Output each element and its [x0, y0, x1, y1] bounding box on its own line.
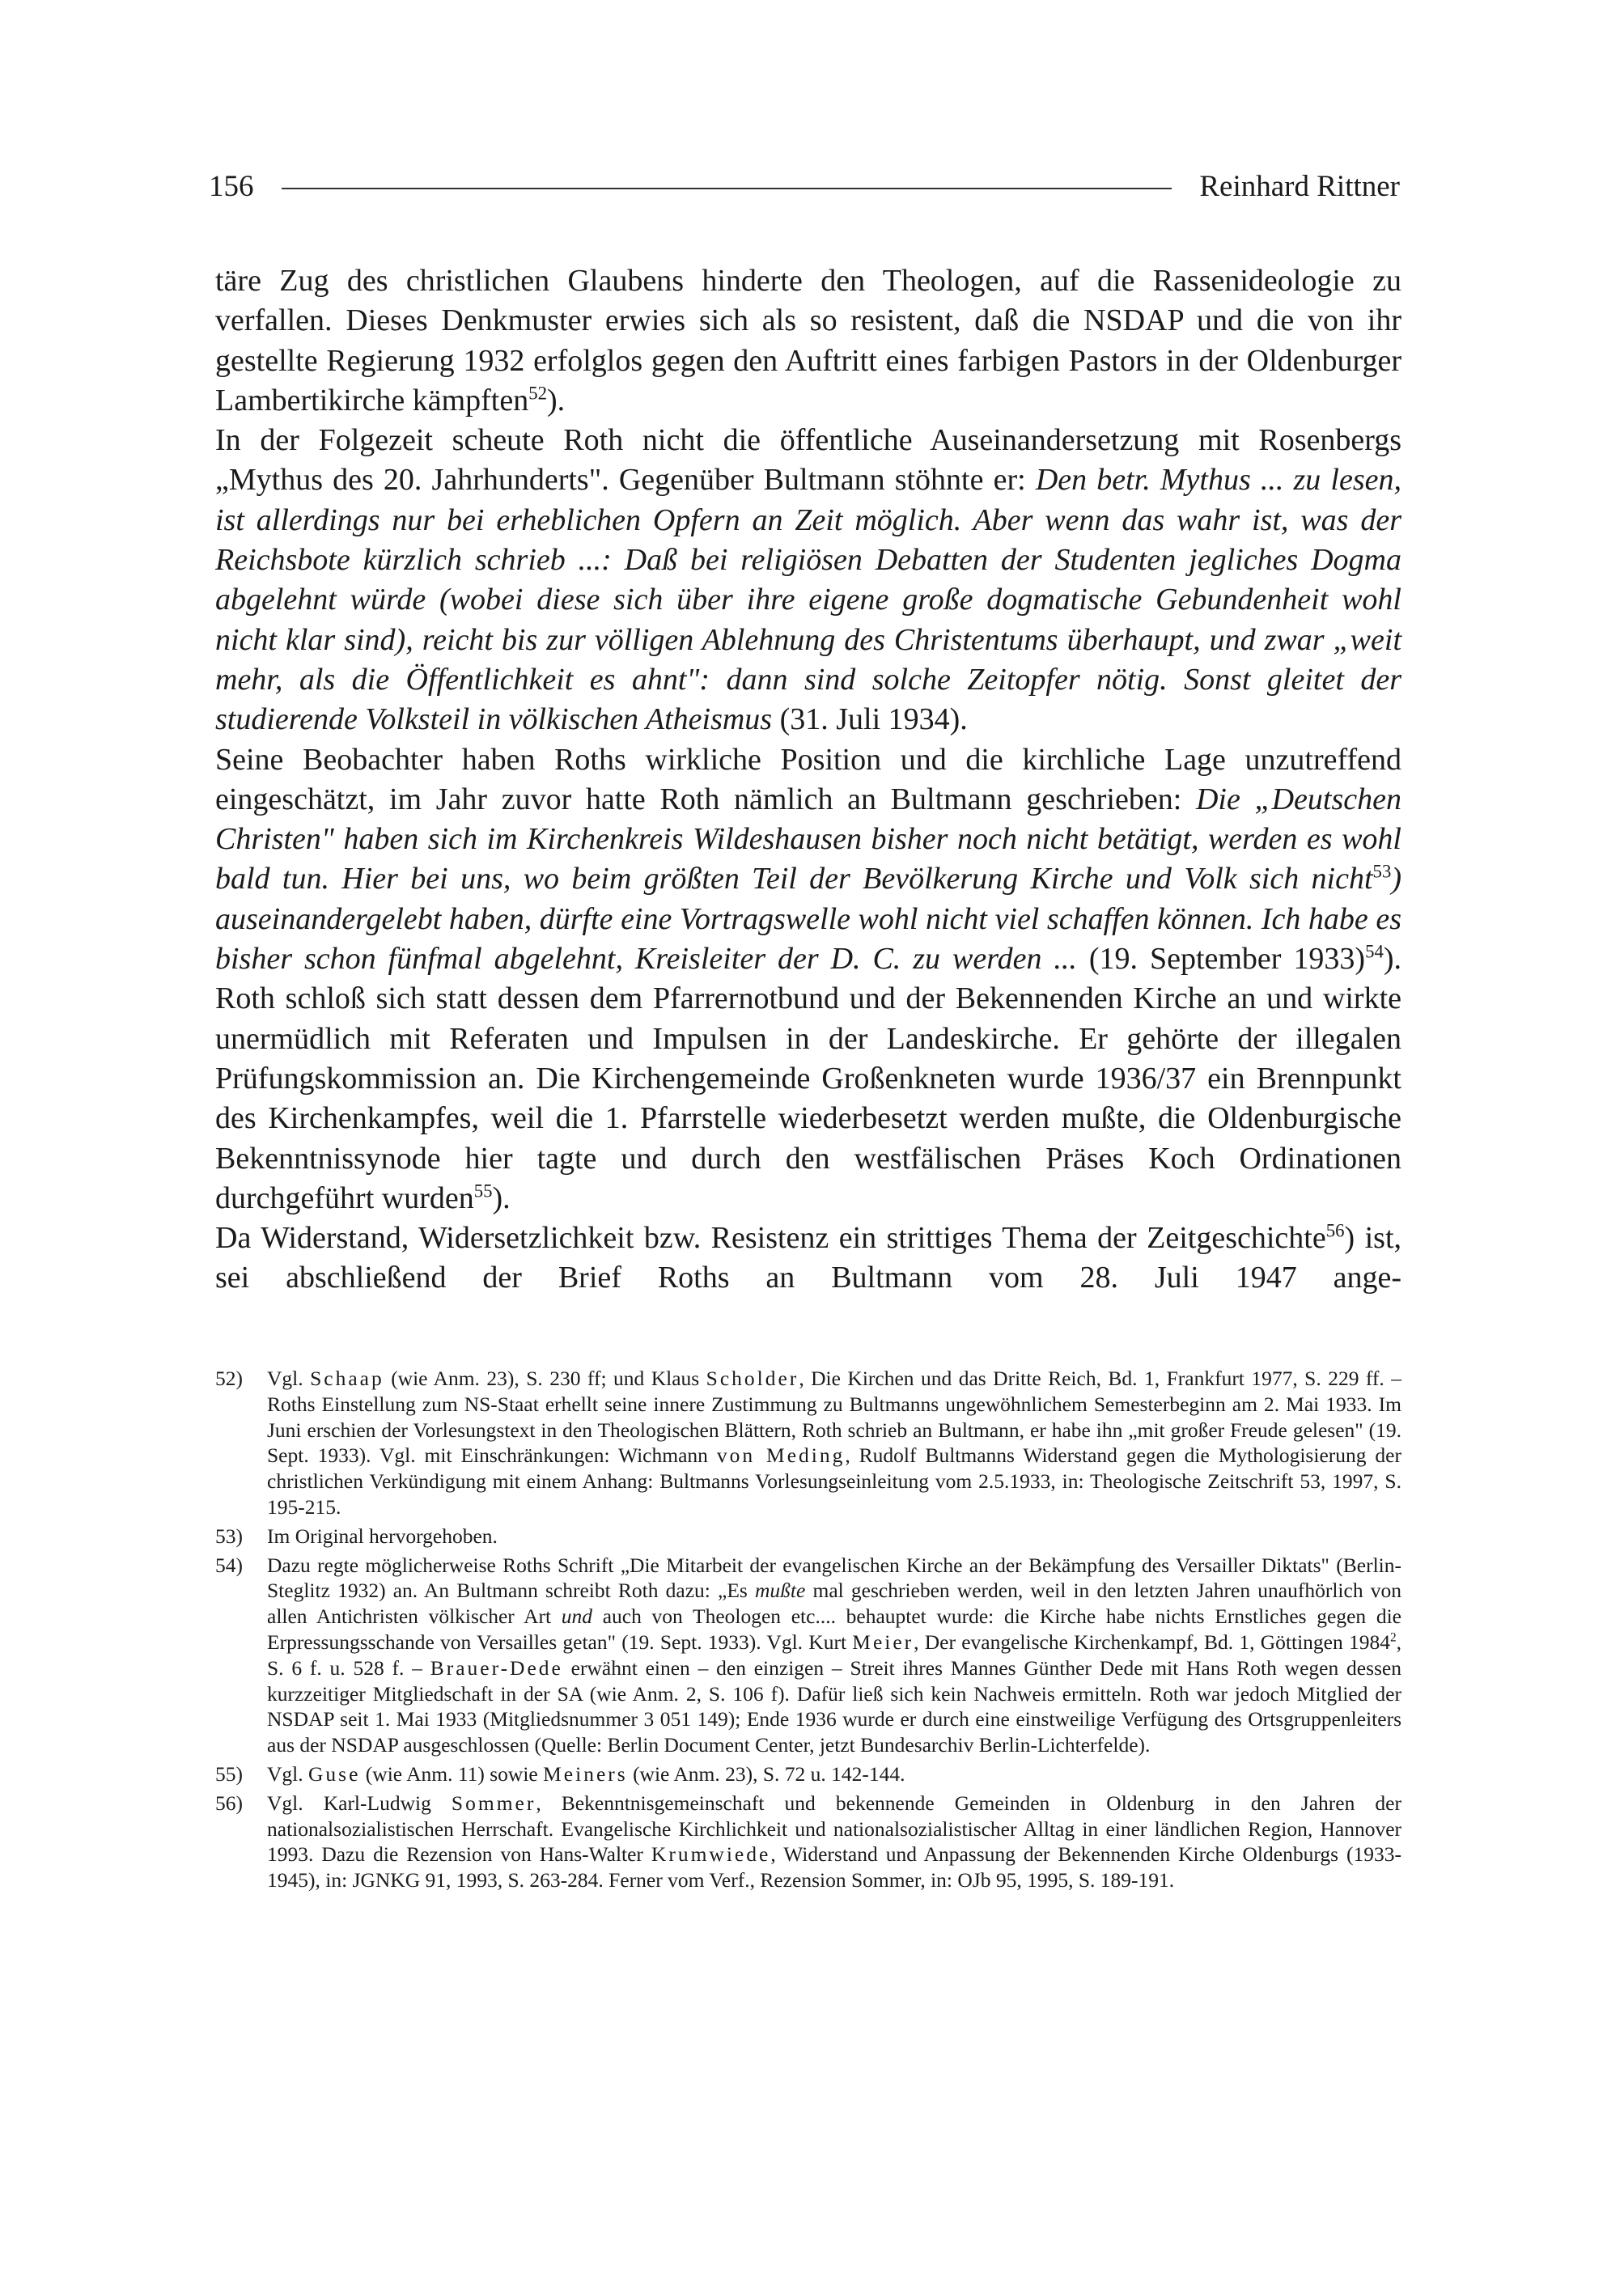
quote-roth-1933-a: Die „Deutschen Christen" haben sich im Kirchenkreis Wildeshausen bisher noch nicht betätigt, werden es wohl bald tun. Hier bei uns, wo beim größten Teil der Bevölkerung Kirche und Volk sich nicht: [215, 782, 1402, 896]
footnote-number: 55): [215, 1761, 243, 1786]
main-text: [215, 261, 1401, 1299]
footnote-54: [215, 1553, 1401, 1758]
footnote-ref-53: 53: [1372, 861, 1392, 882]
paragraph-4: Da Widerstand, Widersetzlichkeit bzw. Resistenz ein strittiges Thema der Zeitgeschichte$^{56}$) ist, sei abschließend der Brief Roths an Bultmann vom 28. Juli 1947 ange-: [215, 1220, 1401, 1295]
footnote-ref-52: 52: [528, 383, 548, 404]
footnote-number: 56): [215, 1791, 243, 1815]
footnote-text: Vgl. Guse (wie Anm. 11) sowie Meiners (wie Anm. 23), S. 72 u. 142-144.: [267, 1761, 905, 1786]
footnote-55: [215, 1761, 1401, 1787]
footnote-ref-56: 56: [1325, 1220, 1345, 1241]
footnote-text: Vgl. Karl-Ludwig Sommer, Bekenntnisgemeinschaft und bekennende Gemeinden in Oldenburg in den Jahren der nationalsozialistischen Herrschaft. Evangelische Kirchlichkeit und nationalsozialistischer Alltag in einer ländlichen Region, Hannover 1993. Dazu die Rezension von Hans-Walter Krumwiede, Widerstand und Anpassung der Bekennenden Kirche Oldenburgs (1933-1945), in: JGNKG 91, 1993, S. 263-284. Ferner vom Verf., Rezension Sommer, in: OJb 95, 1995, S. 189-191.: [267, 1791, 1401, 1892]
paragraph-3: Seine Beobachter haben Roths wirkliche Position und die kirchliche Lage unzutreffend eingeschätzt, im Jahr zuvor hatte Roth nämlich an Bultmann geschrieben: Die „Deutschen Christen" haben sich im Kirchenkreis Wildeshausen bisher noch nicht betätigt, werden es wohl bald tun. Hier bei uns, wo beim größten Teil der Bevölkerung Kirche und Volk sich nicht$^{53}$) auseinandergelebt haben, dürfte eine Vortragswelle wohl nicht viel schaffen können. Ich habe es bisher schon fünfmal abgelehnt, Kreisleiter der D. C. zu werden ... (19. September 1933)$^{54}$). Roth schloß sich statt dessen dem Pfarrernotbund und der Bekennenden Kirche an und wirkte unermüdlich mit Referaten und Impulsen in der Landeskirche. Er gehörte der illegalen Prüfungskommission an. Die Kirchengemeinde Großenkneten wurde 1936/37 ein Brennpunkt des Kirchenkampfes, weil die 1. Pfarrstelle wiederbesetzt werden mußte, die Oldenburgische Bekenntnissynode hier tagte und durch den westfälischen Präses Koch Ordinationen durchgeführt wurden$^{55}$).: [215, 742, 1402, 1215]
footnote-52: [215, 1366, 1401, 1520]
footnote-number: 52): [215, 1367, 243, 1390]
footnote-53: [215, 1524, 1401, 1549]
paragraph-2: In der Folgezeit scheute Roth nicht die öffentliche Auseinandersetzung mit Rosenbergs „Mythus des 20. Jahrhunderts". Gegenüber Bultmann stöhnte er: Den betr. Mythus ... zu lesen, ist allerdings nur bei erheblichen Opfern an Zeit möglich. Aber wenn das wahr ist, was der Reichsbote kürzlich schrieb ...: Daß bei religiösen Debatten der Studenten jegliches Dogma abgelehnt würde (wobei diese sich über ihre eigene große dogmatische Gebundenheit wohl nicht klar sind), reicht bis zur völligen Ablehnung des Christentums überhaupt, und zwar „weit mehr, als die Öffentlichkeit es ahnt": dann sind solche Zeitopfer nötig. Sonst gleitet der studierende Volksteil in völkischen Atheismus (31. Juli 1934).: [215, 423, 1401, 737]
footnote-number: 54): [215, 1553, 243, 1577]
page-number: 156: [209, 169, 254, 203]
footnote-56: [215, 1791, 1401, 1893]
footnote-ref-54: 54: [1365, 941, 1384, 962]
footnote-number: 53): [215, 1524, 243, 1548]
footnotes: [215, 1366, 1401, 1897]
paragraph-1: täre Zug des christlichen Glaubens hinderte den Theologen, auf die Rassenideologie zu verfallen. Dieses Denkmuster erwies sich als so resistent, daß die NSDAP und die von ihr gestellte Regierung 1932 erfolglos gegen den Auftritt eines farbigen Pastors in der Oldenburger Lambertikirche kämpften$^{52}$).: [215, 264, 1401, 417]
footnote-text: Dazu regte möglicherweise Roths Schrift „Die Mitarbeit der evangelischen Kirche an der Bekämpfung des Versailler Diktats" (Berlin-Steglitz 1932) an. An Bultmann schreibt Roth dazu: „Es mußte mal geschrieben werden, weil in den letzten Jahren unaufhörlich von allen Antichristen völkischer Art und auch von Theologen etc.... behauptet wurde: die Kirche habe nichts Ernstliches gegen die Erpressungsschande von Versailles getan" (19. Sept. 1933). Vgl. Kurt Meier, Der evangelische Kirchenkampf, Bd. 1, Göttingen 1984$^2$, S. 6 f. u. 528 f. – Brauer-Dede erwähnt einen – den einzigen – Streit ihres Mannes Günther Dede mit Hans Roth wegen dessen kurzzeitiger Mitgliedschaft in der SA (wie Anm. 2, S. 106 f). Dafür ließ sich kein Nachweis ermitteln. Roth war jedoch Mitglied der NSDAP seit 1. Mai 1933 (Mitgliedsnummer 3 051 149); Ende 1936 wurde er durch eine einstweilige Verfügung des Ortsgruppenleiters aus der NSDAP ausgeschlossen (Quelle: Berlin Document Center, jetzt Bundesarchiv Berlin-Lichterfelde).: [267, 1553, 1401, 1757]
footnote-text: Vgl. Schaap (wie Anm. 23), S. 230 ff; und Klaus Scholder, Die Kirchen und das Dritte Reich, Bd. 1, Frankfurt 1977, S. 229 ff. – Roths Einstellung zum NS-Staat erhellt seine innere Zustimmung zu Bultmanns ungewöhnlichem Semesterbeginn am 2. Mai 1933. Im Juni erschien der Vorlesungstext in den Theologischen Blättern, Roth schrieb an Bultmann, er habe ihn „mit großer Freude gelesen" (19. Sept. 1933). Vgl. mit Einschränkungen: Wichmann von Meding, Rudolf Bultmanns Widerstand gegen die Mythologisierung der christlichen Verkündigung mit einem Anhang: Bultmanns Vorlesungseinleitung vom 2.5.1933, in: Theologische Zeitschrift 53, 1997, S. 195-215.: [267, 1367, 1402, 1519]
quote-roth-1933-b: ) auseinandergelebt haben, dürfte eine Vortragswelle wohl nicht viel schaffen können. Ich habe es bisher schon fünfmal abgelehnt, Kreisleiter der D. C. zu werden ...: [215, 862, 1401, 977]
footnote-text: Im Original hervorgehoben.: [267, 1524, 498, 1548]
running-head-author: Reinhard Rittner: [1199, 169, 1400, 203]
quote-roth-1934: Den betr. Mythus ... zu lesen, ist allerdings nur bei erheblichen Opfern an Zeit möglich. Aber wenn das wahr ist, was der Reichsbote kürzlich schrieb ...: Daß bei religiösen Debatten der Studenten jegliches Dogma abgelehnt würde (wobei diese sich über ihre eigene große dogmatische Gebundenheit wohl nicht klar sind), reicht bis zur völligen Ablehnung des Christentums überhaupt, und zwar „weit mehr, als die Öffentlichkeit es ahnt": dann sind solche Zeitopfer nötig. Sonst gleitet der studierende Volksteil in völkischen Atheismus: [215, 463, 1401, 737]
running-header: [209, 162, 1400, 210]
footnote-ref-55: 55: [473, 1180, 493, 1202]
header-rule: [282, 188, 1172, 189]
